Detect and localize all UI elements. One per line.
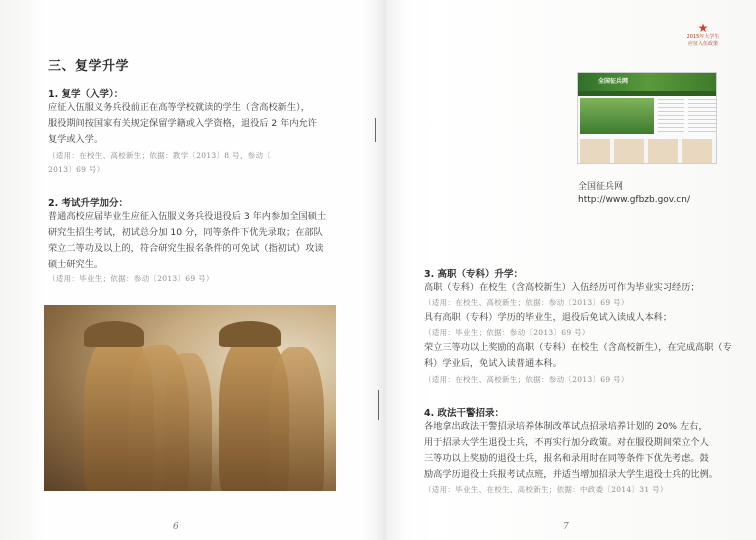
- item3-line: 高职（专科）在校生（含高校新生）入伍经历可作为毕业实习经历；: [424, 282, 700, 293]
- item1-line: 复学或入学。: [48, 134, 104, 145]
- soldiers-photo: [44, 305, 336, 491]
- gutter-shadow: [362, 0, 406, 540]
- soldier-figure: [269, 347, 324, 491]
- item2-line: 研究生招生考试，初试总分加 10 分，同等条件下优先录取；在部队: [48, 227, 323, 238]
- item4-line: 用于招录大学生退役士兵，不再实行加分政策。对在服役期间荣立个人: [424, 437, 709, 448]
- website-header-title: 全国征兵网: [598, 78, 629, 85]
- crop-mark: [375, 118, 376, 142]
- website-nav: [578, 91, 717, 96]
- item1-line: 服役期间按国家有关规定保留学籍或入学资格，退役后 2 年内允许: [48, 118, 317, 129]
- item4-line: 三等功以上奖励的退役士兵，报名和录用时在同等条件下优先考虑。鼓: [424, 453, 709, 464]
- item3-line: 荣立三等功以上奖励的高职（专科）在校生（含高校新生），在完成高职（专: [424, 342, 732, 353]
- item3-line: 具有高职（专科）学历的毕业生，退役后免试入读成人本科；: [424, 312, 673, 323]
- website-banner: [580, 98, 654, 134]
- website-column: [658, 99, 684, 135]
- item2-line: 硕士研究生。: [48, 259, 104, 270]
- item4-note: （适用：毕业生、在校生、高校新生；依据：中政委〔2014〕31 号）: [424, 485, 668, 494]
- item2-note: （适用：毕业生；依据：参动〔2013〕69 号）: [48, 274, 214, 283]
- item3-heading: 3. 高职（专科）升学：: [424, 269, 524, 280]
- section-title: 三、复学升学: [48, 59, 130, 74]
- item2-heading: 2. 考试升学加分：: [48, 198, 129, 209]
- item3-note: （适用：毕业生；依据：参动〔2013〕69 号）: [424, 328, 590, 337]
- logo-text: 应征入伍政策: [687, 41, 718, 47]
- item1-note: （适用：在校生、高校新生；依据：教学〔2013〕8 号、参动〔: [48, 151, 272, 160]
- item2-line: 荣立二等功及以上的，符合研究生报名条件的可免试（指初试）攻读: [48, 243, 324, 254]
- item3-line: 科）学业后，免试入读普通本科。: [424, 358, 562, 369]
- item3-note: （适用：在校生、高校新生；依据：参动〔2013〕69 号）: [424, 375, 629, 384]
- policy-logo: [680, 22, 726, 48]
- star-icon: ★: [697, 21, 709, 35]
- helmet: [219, 321, 281, 347]
- item1-heading: 1. 复学（入学）：: [48, 89, 124, 100]
- website-caption-url: http://www.gfbzb.gov.cn/: [578, 195, 690, 205]
- item4-heading: 4. 政法干警招录：: [424, 408, 505, 419]
- item1-note: 2013〕69 号）: [48, 165, 105, 174]
- website-screenshot: [577, 72, 717, 164]
- item3-note: （适用：在校生、高校新生；依据：参动〔2013〕69 号）: [424, 298, 629, 307]
- soldier-figure: [164, 353, 212, 491]
- helmet: [84, 321, 144, 347]
- item1-line: 应征入伍服义务兵役前正在高等学校就读的学生（含高校新生），: [48, 102, 310, 113]
- page-number-left: 6: [173, 522, 179, 532]
- page-number-right: 7: [563, 522, 569, 532]
- crop-mark: [378, 390, 379, 420]
- logo-text: 2015年大学生: [686, 34, 720, 40]
- website-footer: [580, 139, 716, 163]
- item4-line: 各地拿出政法干警招录培养体制改革试点招录培养计划的 20% 左右，: [424, 421, 708, 432]
- website-caption-name: 全国征兵网: [578, 182, 624, 192]
- item2-line: 普通高校应届毕业生应征入伍服义务兵役退役后 3 年内参加全国硕士: [48, 211, 327, 222]
- item4-line: 励高学历退役士兵报考试点班，并适当增加招录大学生退役士兵的比例。: [424, 469, 718, 480]
- website-column: [688, 99, 716, 135]
